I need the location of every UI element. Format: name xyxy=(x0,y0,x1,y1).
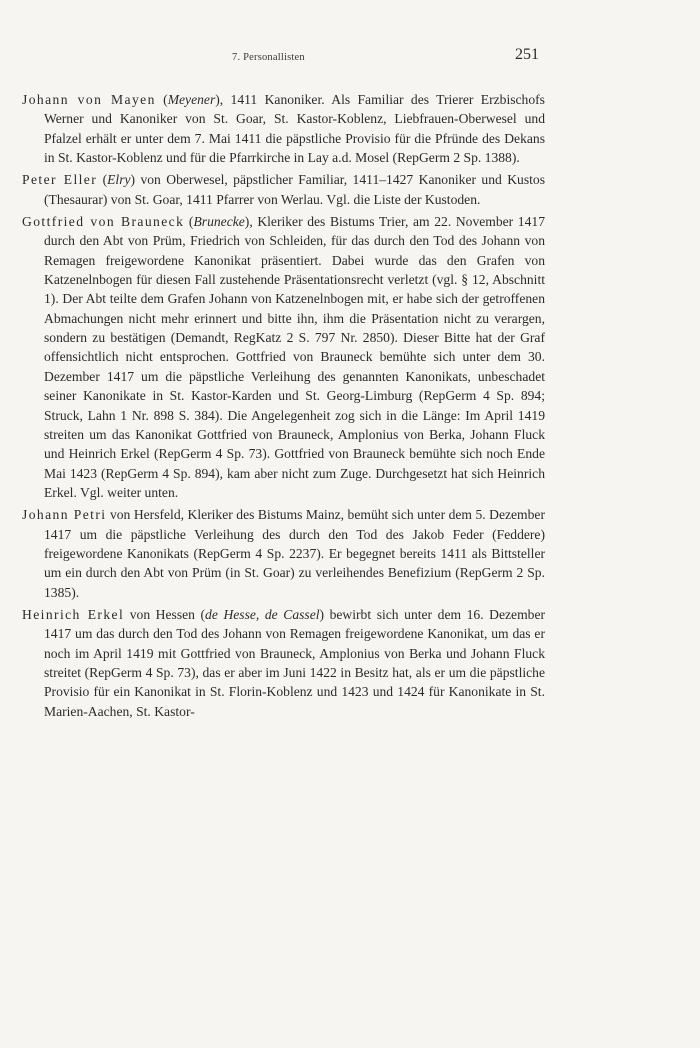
running-title: 7. Personallisten xyxy=(232,52,305,63)
list-entry xyxy=(22,90,545,167)
entry-name: Johann Petri xyxy=(22,507,107,523)
entry-name: Heinrich Erkel xyxy=(22,606,125,622)
entry-text: ), 1411 Kanoniker. Als Familiar des Trierer Erzbischofs Werner und Kanoniker von St. Goar, St. Kastor-Koblenz, Liebfrauen-Oberwesel und Pfalzel erhält er unter dem 7. Mai 1411 die päpstliche Provisio für die Pfründe des Dekans in St. Kastor-Koblenz und für die Pfarrkirche in Lay a.d. Mosel (RepGerm 2 Sp. 1388). xyxy=(44,92,545,166)
entry-name: Gottfried von Brauneck xyxy=(22,214,185,230)
entry-name: Peter Eller xyxy=(22,172,98,188)
entry-text: von Hersfeld, Kleriker des Bistums Mainz, bemüht sich unter dem 5. Dezember 1417 um die päpstliche Verleihung des durch den Tod des Jakob Feder (Feddere) freigewordene Kanonikats (RepGerm 4 Sp. 2237). Er begegnet bereits 1411 als Bittsteller um ein durch den Abt von Prüm (in St. Goar) zu verleihendes Benefizium (RepGerm 2 Sp. 1385). xyxy=(44,507,545,600)
list-entry xyxy=(22,505,545,602)
entry-connector: ( xyxy=(97,172,108,188)
page-number: 251 xyxy=(515,46,539,63)
entry-name-variant: Brunecke xyxy=(193,214,245,230)
list-entry xyxy=(22,170,545,209)
entry-name-variant: Elry xyxy=(107,172,131,188)
entry-name-variant: de Hesse, de Cassel xyxy=(205,606,320,622)
entry-name: Johann von Mayen xyxy=(22,92,156,107)
list-entry xyxy=(22,605,545,721)
entry-connector: von Hessen ( xyxy=(124,606,206,622)
entry-text: ) bewirbt sich unter dem 16. Dezember 1417 um das durch den Tod des Johann von Remagen freigewordene Kanonikat, um das er noch im April 1419 mit Gottfried von Brauneck, Amplonius von Berka und Johann Fluck streitet (RepGerm 4 Sp. 73), das er aber im Juni 1422 in Besitz hat, als er um die päpstliche Provisio für ein Kanonikat in St. Florin-Koblenz und 1423 und 1424 für Kanonikate in St. Marien-Aachen, St. Kastor- xyxy=(44,606,546,719)
entry-text: ), Kleriker des Bistums Trier, am 22. November 1417 durch den Abt von Prüm, Friedrich von Schleiden, für das durch den Tod des Johann von Remagen freigewordene Kanonikat präsentiert. Dabei wurde das den Grafen von Katzenelnbogen für diesen Fall zustehende Präsentationsrecht verletzt (vgl. § 12, Abschnitt 1). Der Abt teilte dem Grafen Johann von Katzenelnbogen mit, er habe sich der getroffenen Abmachungen nicht mehr erinnert und bitte ihn, ihm die Präsentation nicht zu verargen, sondern zu bestätigen (Demandt, RegKatz 2 S. 797 Nr. 2850). Dieser Bitte hat der Graf offensichtlich nicht entsprochen. Gottfried von Brauneck bemühte sich unter dem 30. Dezember 1417 um die päpstliche Verleihung des genannten Kanonikats, unbeschadet seiner Kanonikate in St. Kastor-Karden und St. Georg-Limburg (RepGerm 4 Sp. 894; Struck, Lahn 1 Nr. 898 S. 384). Die Angelegenheit zog sich in die Länge: Im April 1419 streiten um das Kanonikat Gottfried von Brauneck, Amplonius von Berka, Johann Fluck und Heinrich Erkel (RepGerm 4 Sp. 73). Gottfried von Brauneck bemühte sich noch Ende Mai 1423 (RepGerm 4 Sp. 894), kam aber nicht zum Zuge. Durchgesetzt hat sich Heinrich Erkel. Vgl. weiter unten. xyxy=(44,214,545,500)
entry-connector: ( xyxy=(184,214,194,230)
personnel-list xyxy=(22,90,545,724)
entry-text: ) von Oberwesel, päpstlicher Familiar, 1411–1427 Kanoniker und Kustos (Thesaurar) von St. Goar, 1411 Pfarrer von Werlau. Vgl. die Liste der Kustoden. xyxy=(44,172,545,207)
entry-connector: ( xyxy=(155,92,168,107)
list-entry xyxy=(22,212,545,502)
entry-name-variant: Meyener xyxy=(167,92,216,107)
